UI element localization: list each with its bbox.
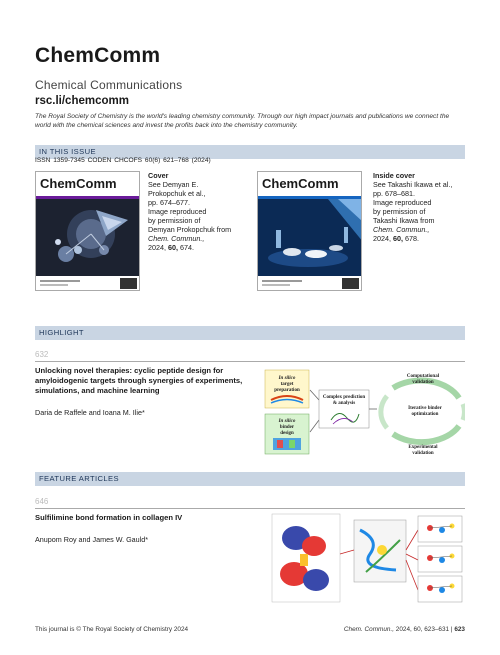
cover-caption (148, 171, 253, 252)
inside-cover-label: Inside cover (373, 171, 415, 180)
cover-year: 2024, (373, 234, 391, 243)
inside-cover-caption (373, 171, 478, 243)
feature-title-link[interactable]: Sulfilimine bond formation in collagen IV (35, 513, 183, 522)
cover-volume: 60, (168, 243, 178, 252)
footer-separator: | (450, 626, 453, 633)
highlight-graphic[interactable] (263, 368, 465, 458)
cover-line: See Takashi Ikawa et al., (373, 180, 453, 189)
cover-year: 2024, (148, 243, 166, 252)
cover-masthead: ChemComm (40, 176, 117, 191)
diag-iterative-1: Iterative binder (408, 406, 442, 411)
diag-experimental-2: validation (412, 451, 434, 456)
diag-complex-1: Complex prediction (322, 395, 366, 400)
cover-line: pp. 678–681. (373, 189, 415, 198)
cover-volume: 60, (393, 234, 403, 243)
section-highlight: HIGHLIGHT (35, 326, 465, 340)
footer-copyright: This journal is © The Royal Society of Chemistry 2024 (35, 626, 189, 633)
diag-target-2: target (280, 382, 294, 387)
inside-cover-artwork (258, 172, 362, 291)
highlight-title-link[interactable]: Unlocking novel therapies: cyclic peptide design for amyloidogenic targets through synergies of experiments, simulations, and machine learning (35, 366, 243, 395)
diag-experimental-1: Experimental (408, 445, 438, 450)
diag-complex-2: & analysis (332, 401, 356, 406)
highlight-rule (35, 361, 465, 362)
diag-binder-3: design (280, 431, 294, 436)
inside-cover-image[interactable] (257, 171, 362, 291)
feature-rule (35, 508, 465, 509)
cover-line: pp. 674–677. (148, 198, 190, 207)
diag-iterative-2: optimization (411, 412, 439, 417)
inside-cover-masthead: ChemComm (262, 176, 339, 191)
issn-line: ISSN 1359-7345 CODEN CHCOFS 60(6) 621–768 (2024) (35, 157, 211, 164)
journal-title: ChemComm (35, 44, 161, 67)
cover-artwork (36, 172, 140, 291)
diag-target-1: In silico (278, 376, 296, 381)
diag-computational-2: validation (412, 380, 434, 385)
footer-journal: Chem. Commun., (343, 626, 394, 633)
feature-page-number: 646 (35, 497, 49, 506)
cover-line: Prokopchuk et al., (148, 189, 206, 198)
highlight-page-number: 632 (35, 350, 49, 359)
cover-journal: Chem. Commun., (373, 225, 430, 234)
diag-binder-2: binder (279, 425, 295, 430)
cover-line: Demyan Prokopchuk from (148, 225, 232, 234)
footer-citation (344, 626, 465, 633)
footer-year-volume: 2024, 60, 623–631 (395, 626, 450, 633)
cover-line: Image reproduced (373, 198, 432, 207)
highlight-authors: Daria de Raffele and Ioana M. Ilie* (35, 408, 145, 417)
diag-target-3: preparation (274, 388, 300, 393)
cover-line: by permission of (373, 207, 426, 216)
footer-page-number: 623 (454, 626, 465, 633)
rsc-blurb: The Royal Society of Chemistry is the world's leading chemistry community. Through our high impact journals and publications we connect the world with the chemical sciences and invest the profits back into the chemistry community. (35, 113, 450, 129)
diag-binder-1: In silico (278, 419, 296, 424)
cover-line: See Demyan E. (148, 180, 199, 189)
section-in-this-issue: IN THIS ISSUE (35, 145, 465, 159)
feature-authors: Anupom Roy and James W. Gauld* (35, 535, 149, 544)
section-feature-articles: FEATURE ARTICLES (35, 472, 465, 486)
cover-image[interactable] (35, 171, 140, 291)
journal-url-link[interactable]: rsc.li/chemcomm (35, 95, 129, 107)
journal-subtitle: Chemical Communications (35, 78, 183, 92)
cover-line: by permission of (148, 216, 201, 225)
cover-page: 678. (405, 234, 419, 243)
diag-computational-1: Computational (406, 374, 440, 379)
feature-diagram (270, 510, 465, 606)
feature-graphic[interactable] (270, 510, 465, 606)
cover-label: Cover (148, 171, 169, 180)
cover-page: 674. (180, 243, 194, 252)
highlight-diagram (263, 368, 465, 458)
cover-journal: Chem. Commun., (148, 234, 205, 243)
cover-line: Image reproduced (148, 207, 207, 216)
cover-line: Takashi Ikawa from (373, 216, 435, 225)
